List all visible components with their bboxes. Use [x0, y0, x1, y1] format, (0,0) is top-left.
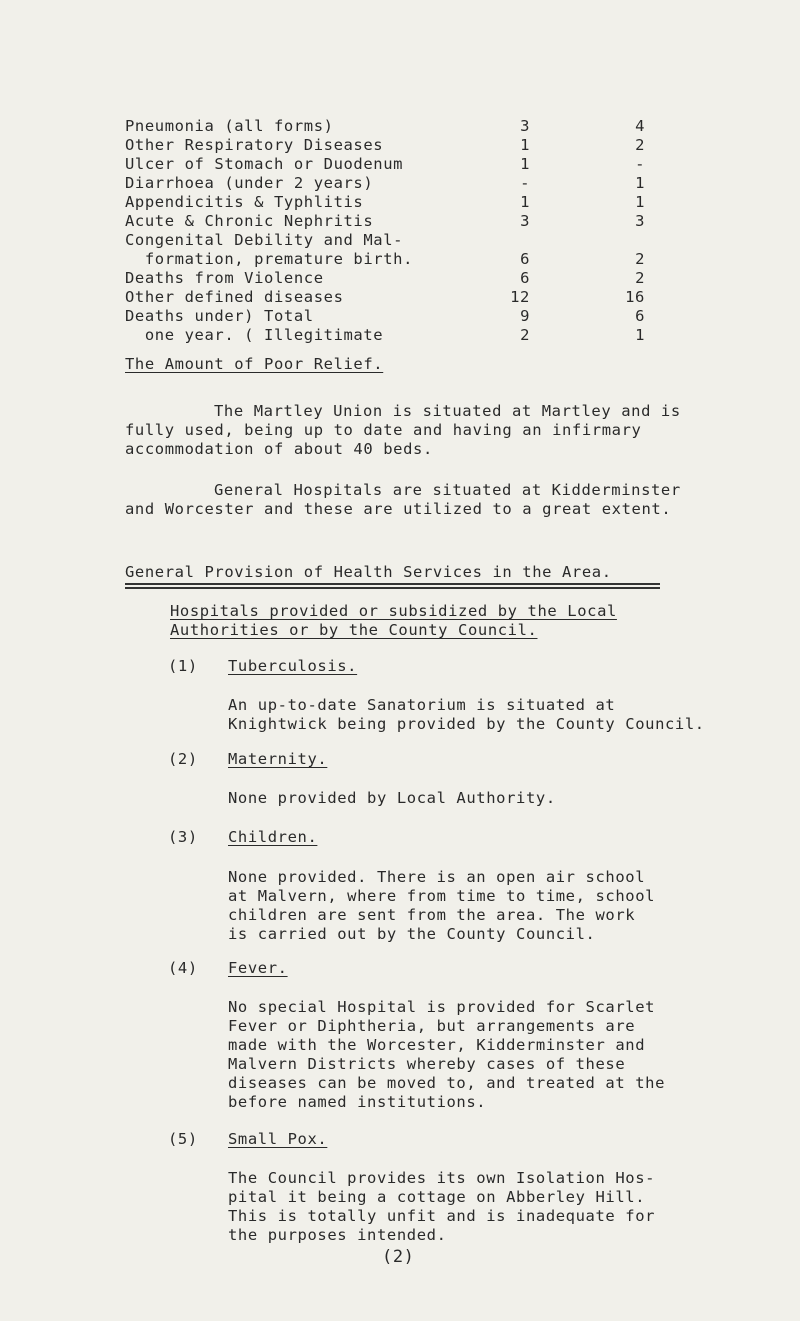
table-row	[125, 193, 645, 212]
section-text-line: Malvern Districts whereby cases of these	[228, 1055, 626, 1073]
poor-relief-paragraph-1-line-2: fully used, being up to date and having an infirmary	[125, 421, 642, 439]
table-row	[125, 307, 645, 326]
poor-relief-paragraph-2-line-2: and Worcester and these are utilized to a great extent.	[125, 500, 672, 518]
value-col-1: 1	[520, 193, 530, 211]
page-number: (2)	[382, 1247, 415, 1267]
cause-label: Deaths from Violence	[125, 269, 324, 287]
table-row	[125, 250, 645, 269]
section-text-line: is carried out by the County Council.	[228, 925, 596, 943]
cause-label: Ulcer of Stomach or Duodenum	[125, 155, 404, 173]
section-text-line: children are sent from the area. The work	[228, 906, 636, 924]
section-number: (5)	[168, 1130, 198, 1148]
section-number: (3)	[168, 828, 198, 846]
cause-label: Pneumonia (all forms)	[125, 117, 334, 135]
value-col-1: 3	[520, 117, 530, 135]
cause-label: Other defined diseases	[125, 288, 344, 306]
value-col-2: 2	[635, 136, 645, 154]
table-row	[125, 231, 645, 250]
poor-relief-heading: The Amount of Poor Relief.	[125, 355, 384, 373]
section-text-line: Knightwick being provided by the County Council.	[228, 715, 705, 733]
table-row	[125, 155, 645, 174]
cause-label: Other Respiratory Diseases	[125, 136, 384, 154]
deaths-statistics-table	[125, 117, 645, 345]
section-text-line: the purposes intended.	[228, 1226, 447, 1244]
section-number: (2)	[168, 750, 198, 768]
heading-underline	[125, 583, 660, 585]
value-col-1: 9	[520, 307, 530, 325]
cause-label: Appendicitis & Typhlitis	[125, 193, 364, 211]
cause-label: formation, premature birth.	[125, 250, 414, 268]
value-col-1: 3	[520, 212, 530, 230]
value-col-1: 6	[520, 269, 530, 287]
cause-label: Acute & Chronic Nephritis	[125, 212, 374, 230]
value-col-1: -	[520, 174, 530, 192]
table-row	[125, 117, 645, 136]
value-col-2: 1	[635, 193, 645, 211]
section-title-tuberculosis: Tuberculosis.	[228, 657, 358, 675]
table-row	[125, 136, 645, 155]
table-row	[125, 326, 645, 345]
heading-underline	[125, 587, 660, 589]
section-text-line: The Council provides its own Isolation Hos-	[228, 1169, 656, 1187]
section-text-line: None provided. There is an open air school	[228, 868, 646, 886]
value-col-1: 6	[520, 250, 530, 268]
value-col-2: 4	[635, 117, 645, 135]
value-col-2: 1	[635, 326, 645, 344]
value-col-2: 2	[635, 250, 645, 268]
poor-relief-paragraph-1-line-3: accommodation of about 40 beds.	[125, 440, 433, 458]
section-text-line: at Malvern, where from time to time, school	[228, 887, 656, 905]
value-col-1: 12	[510, 288, 530, 306]
cause-label: Diarrhoea (under 2 years)	[125, 174, 374, 192]
value-col-2: 16	[625, 288, 645, 306]
value-col-2: 1	[635, 174, 645, 192]
cause-label: Congenital Debility and Mal-	[125, 231, 404, 249]
health-services-heading: General Provision of Health Services in the Area.	[125, 563, 612, 581]
section-text-line: No special Hospital is provided for Scarlet	[228, 998, 656, 1016]
section-text-line: before named institutions.	[228, 1093, 487, 1111]
section-text-line: This is totally unfit and is inadequate for	[228, 1207, 656, 1225]
table-row	[125, 212, 645, 231]
cause-label: one year. ( Illegitimate	[125, 326, 384, 344]
section-text-line: Fever or Diphtheria, but arrangements are	[228, 1017, 636, 1035]
section-text-line: diseases can be moved to, and treated at the	[228, 1074, 665, 1092]
section-title-small-pox: Small Pox.	[228, 1130, 328, 1148]
value-col-1: 1	[520, 136, 530, 154]
section-number: (1)	[168, 657, 198, 675]
value-col-2: 2	[635, 269, 645, 287]
value-col-2: 3	[635, 212, 645, 230]
table-row	[125, 269, 645, 288]
section-text-line: pital it being a cottage on Abberley Hill.	[228, 1188, 646, 1206]
section-title-maternity: Maternity.	[228, 750, 328, 768]
cause-label: Deaths under) Total	[125, 307, 314, 325]
section-text-line: An up-to-date Sanatorium is situated at	[228, 696, 616, 714]
poor-relief-paragraph-1-line-1: The Martley Union is situated at Martley and is	[214, 402, 681, 420]
poor-relief-paragraph-2-line-1: General Hospitals are situated at Kidderminster	[214, 481, 681, 499]
table-row	[125, 174, 645, 193]
section-text-line: made with the Worcester, Kidderminster and	[228, 1036, 646, 1054]
value-col-1: 2	[520, 326, 530, 344]
section-text-line: None provided by Local Authority.	[228, 789, 556, 807]
section-title-fever: Fever.	[228, 959, 288, 977]
value-col-2: -	[635, 155, 645, 173]
hospitals-subheading-line-2: Authorities or by the County Council.	[170, 621, 538, 639]
section-title-children: Children.	[228, 828, 318, 846]
hospitals-subheading-line-1: Hospitals provided or subsidized by the Local	[170, 602, 617, 620]
table-row	[125, 288, 645, 307]
value-col-1: 1	[520, 155, 530, 173]
section-number: (4)	[168, 959, 198, 977]
value-col-2: 6	[635, 307, 645, 325]
